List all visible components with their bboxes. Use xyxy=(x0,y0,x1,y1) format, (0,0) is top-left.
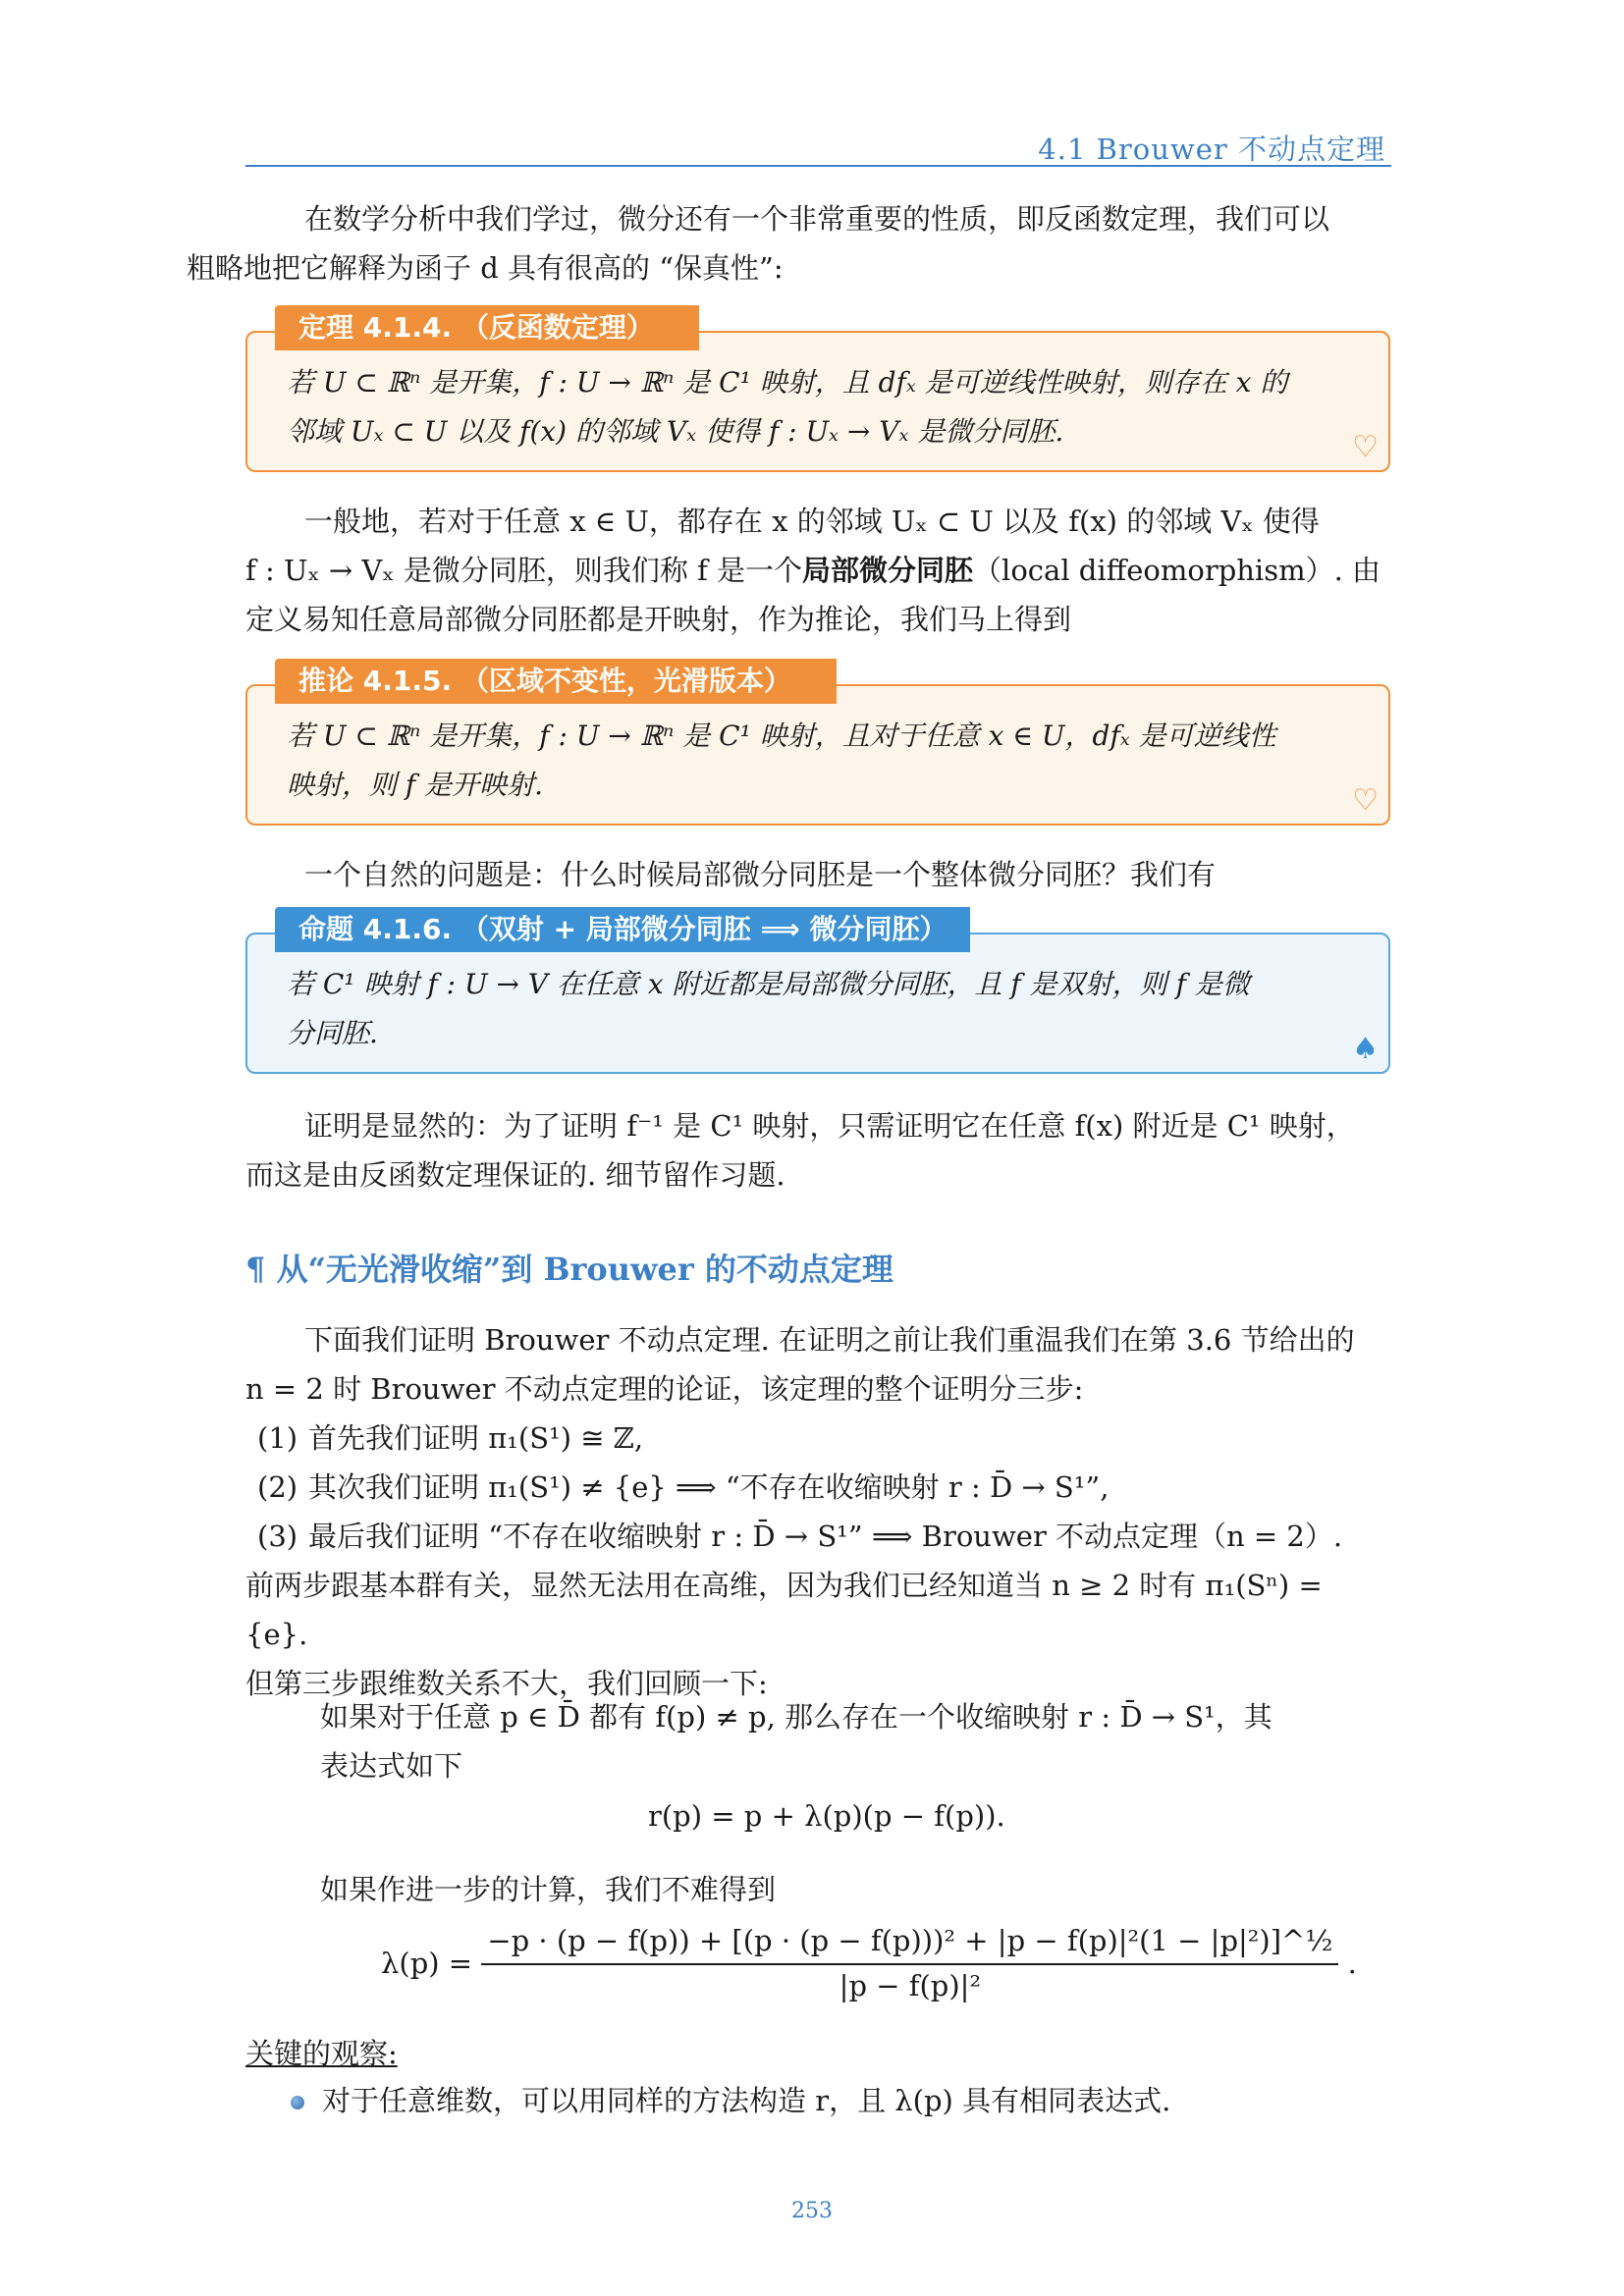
proof-line-1: 证明是显然的：为了证明 f⁻¹ 是 C¹ 映射，只需证明它在任意 f(x) 附近是 C¹ 映射， xyxy=(304,1109,1355,1143)
proposition-line-2: 分同胚. xyxy=(287,1017,378,1049)
corollary-box xyxy=(245,665,1390,826)
header-title: 4.1 Brouwer 不动点定理 xyxy=(1038,133,1385,166)
proposition-title: 命题 4.1.6. （双射 + 局部微分同胚 ⟹ 微分同胚） xyxy=(275,907,970,952)
corollary-title: 推论 4.1.5. （区域不变性，光滑版本） xyxy=(275,659,815,704)
corollary-line-2: 映射，则 f 是开映射. xyxy=(287,769,544,801)
section-intro-line-1: 下面我们证明 Brouwer 不动点定理. 在证明之前让我们重温我们在第 3.6 节给出的 xyxy=(304,1323,1355,1357)
step-text: 最后我们证明 “不存在收缩映射 r : D̄ → S¹” ⟹ Brouwer 不动点定理（n = 2）. xyxy=(308,1520,1343,1553)
bullet-icon xyxy=(291,2096,304,2109)
heart-icon: ♡ xyxy=(1352,430,1379,464)
page-number: 253 xyxy=(791,2199,833,2223)
step-number: (2) xyxy=(257,1470,298,1504)
theorem-line-1: 若 U ⊂ ℝⁿ 是开集，f : U → ℝⁿ 是 C¹ 映射，且 dfₓ 是可逆线性映射，则存在 x 的 xyxy=(287,366,1288,399)
local-line-2b: （local diffeomorphism）. 由 xyxy=(973,554,1381,587)
quote-line-2: 表达式如下 xyxy=(320,1749,463,1783)
list-item xyxy=(257,1414,643,1463)
after-steps-line-2: 但第三步跟维数关系不大，我们回顾一下: xyxy=(245,1667,768,1700)
step-text: 首先我们证明 π₁(S¹) ≅ ℤ, xyxy=(308,1421,644,1455)
local-diffeo-term: 局部微分同胚 xyxy=(802,554,974,587)
observation-title: 关键的观察: xyxy=(245,2037,398,2070)
theorem-box xyxy=(245,311,1390,472)
section-title: ¶ 从“无光滑收缩”到 Brouwer 的不动点定理 xyxy=(245,1251,893,1288)
list-item xyxy=(257,1512,1342,1561)
equation-lambda xyxy=(381,1924,1357,2002)
question-paragraph: 一个自然的问题是：什么时候局部微分同胚是一个整体微分同胚？我们有 xyxy=(304,858,1217,891)
intro-paragraph xyxy=(187,194,1391,293)
section-intro-paragraph xyxy=(245,1315,1391,1414)
local-line-1: 一般地，若对于任意 x ∈ U，都存在 x 的邻域 Uₓ ⊂ U 以及 f(x) 的邻域 Vₓ 使得 xyxy=(304,505,1320,538)
proposition-body xyxy=(247,934,1388,1070)
section-intro-line-2: n = 2 时 Brouwer 不动点定理的论证，该定理的整个证明分三步: xyxy=(245,1372,1084,1406)
observation-text: 对于任意维数，可以用同样的方法构造 r，且 λ(p) 具有相同表达式. xyxy=(322,2084,1171,2117)
local-line-2 xyxy=(245,546,1391,595)
spade-icon: ♠ xyxy=(1352,1032,1379,1066)
intro-line-1: 在数学分析中我们学过，微分还有一个非常重要的性质，即反函数定理，我们可以 xyxy=(304,202,1330,236)
quote-block xyxy=(320,1692,1312,1790)
step-number: (3) xyxy=(257,1520,298,1553)
proof-line-2: 而这是由反函数定理保证的. 细节留作习题. xyxy=(245,1158,785,1192)
theorem-line-2: 邻域 Uₓ ⊂ U 以及 f(x) 的邻域 Vₓ 使得 f : Uₓ → Vₓ 是微分同胚. xyxy=(287,415,1064,448)
theorem-title: 定理 4.1.4. （反函数定理） xyxy=(275,305,677,350)
after-steps-paragraph xyxy=(245,1561,1391,1708)
after-steps-line-1: 前两步跟基本群有关，显然无法用在高维，因为我们已经知道当 n ≥ 2 时有 π₁(Sⁿ) = {e}. xyxy=(245,1569,1323,1651)
equation-numerator: −p · (p − f(p)) + [(p · (p − f(p)))² + |p − f(p)|²(1 − |p|²)]^½ xyxy=(481,1924,1338,1965)
running-header xyxy=(245,122,1391,167)
quote-line-3-wrap xyxy=(320,1865,1312,1914)
equation-end: . xyxy=(1347,1947,1357,1980)
corollary-line-1: 若 U ⊂ ℝⁿ 是开集，f : U → ℝⁿ 是 C¹ 映射，且对于任意 x ∈ U，dfₓ 是可逆线性 xyxy=(287,720,1276,752)
equation-denominator: |p − f(p)|² xyxy=(839,1969,982,2002)
theorem-body xyxy=(247,333,1388,468)
local-diffeo-paragraph xyxy=(245,497,1391,644)
intro-line-2: 粗略地把它解释为函子 d 具有很高的 “保真性”: xyxy=(187,251,784,285)
proof-paragraph xyxy=(245,1101,1391,1200)
local-line-3: 定义易知任意局部微分同胚都是开映射，作为推论，我们马上得到 xyxy=(245,603,1072,636)
equation-r: r(p) = p + λ(p)(p − f(p)). xyxy=(648,1799,1005,1833)
proposition-box xyxy=(245,913,1390,1074)
observation-bullet xyxy=(291,2076,1170,2125)
quote-line-3: 如果作进一步的计算，我们不难得到 xyxy=(320,1873,777,1906)
equation-lambda-lhs: λ(p) = xyxy=(381,1947,473,1980)
local-line-2a: f : Uₓ → Vₓ 是微分同胚，则我们称 f 是一个 xyxy=(245,554,803,587)
list-item xyxy=(257,1463,1109,1512)
heart-icon: ♡ xyxy=(1352,783,1379,818)
proposition-line-1: 若 C¹ 映射 f : U → V 在任意 x 附近都是局部微分同胚，且 f 是双射，则 f 是微 xyxy=(287,968,1250,1000)
quote-line-1: 如果对于任意 p ∈ D̄ 都有 f(p) ≠ p, 那么存在一个收缩映射 r : D̄ → S¹，其 xyxy=(320,1700,1272,1734)
corollary-body xyxy=(247,686,1388,822)
step-number: (1) xyxy=(257,1421,298,1455)
equation-fraction xyxy=(481,1924,1338,2002)
step-text: 其次我们证明 π₁(S¹) ≠ {e} ⟹ “不存在收缩映射 r : D̄ → S¹”, xyxy=(308,1470,1110,1504)
